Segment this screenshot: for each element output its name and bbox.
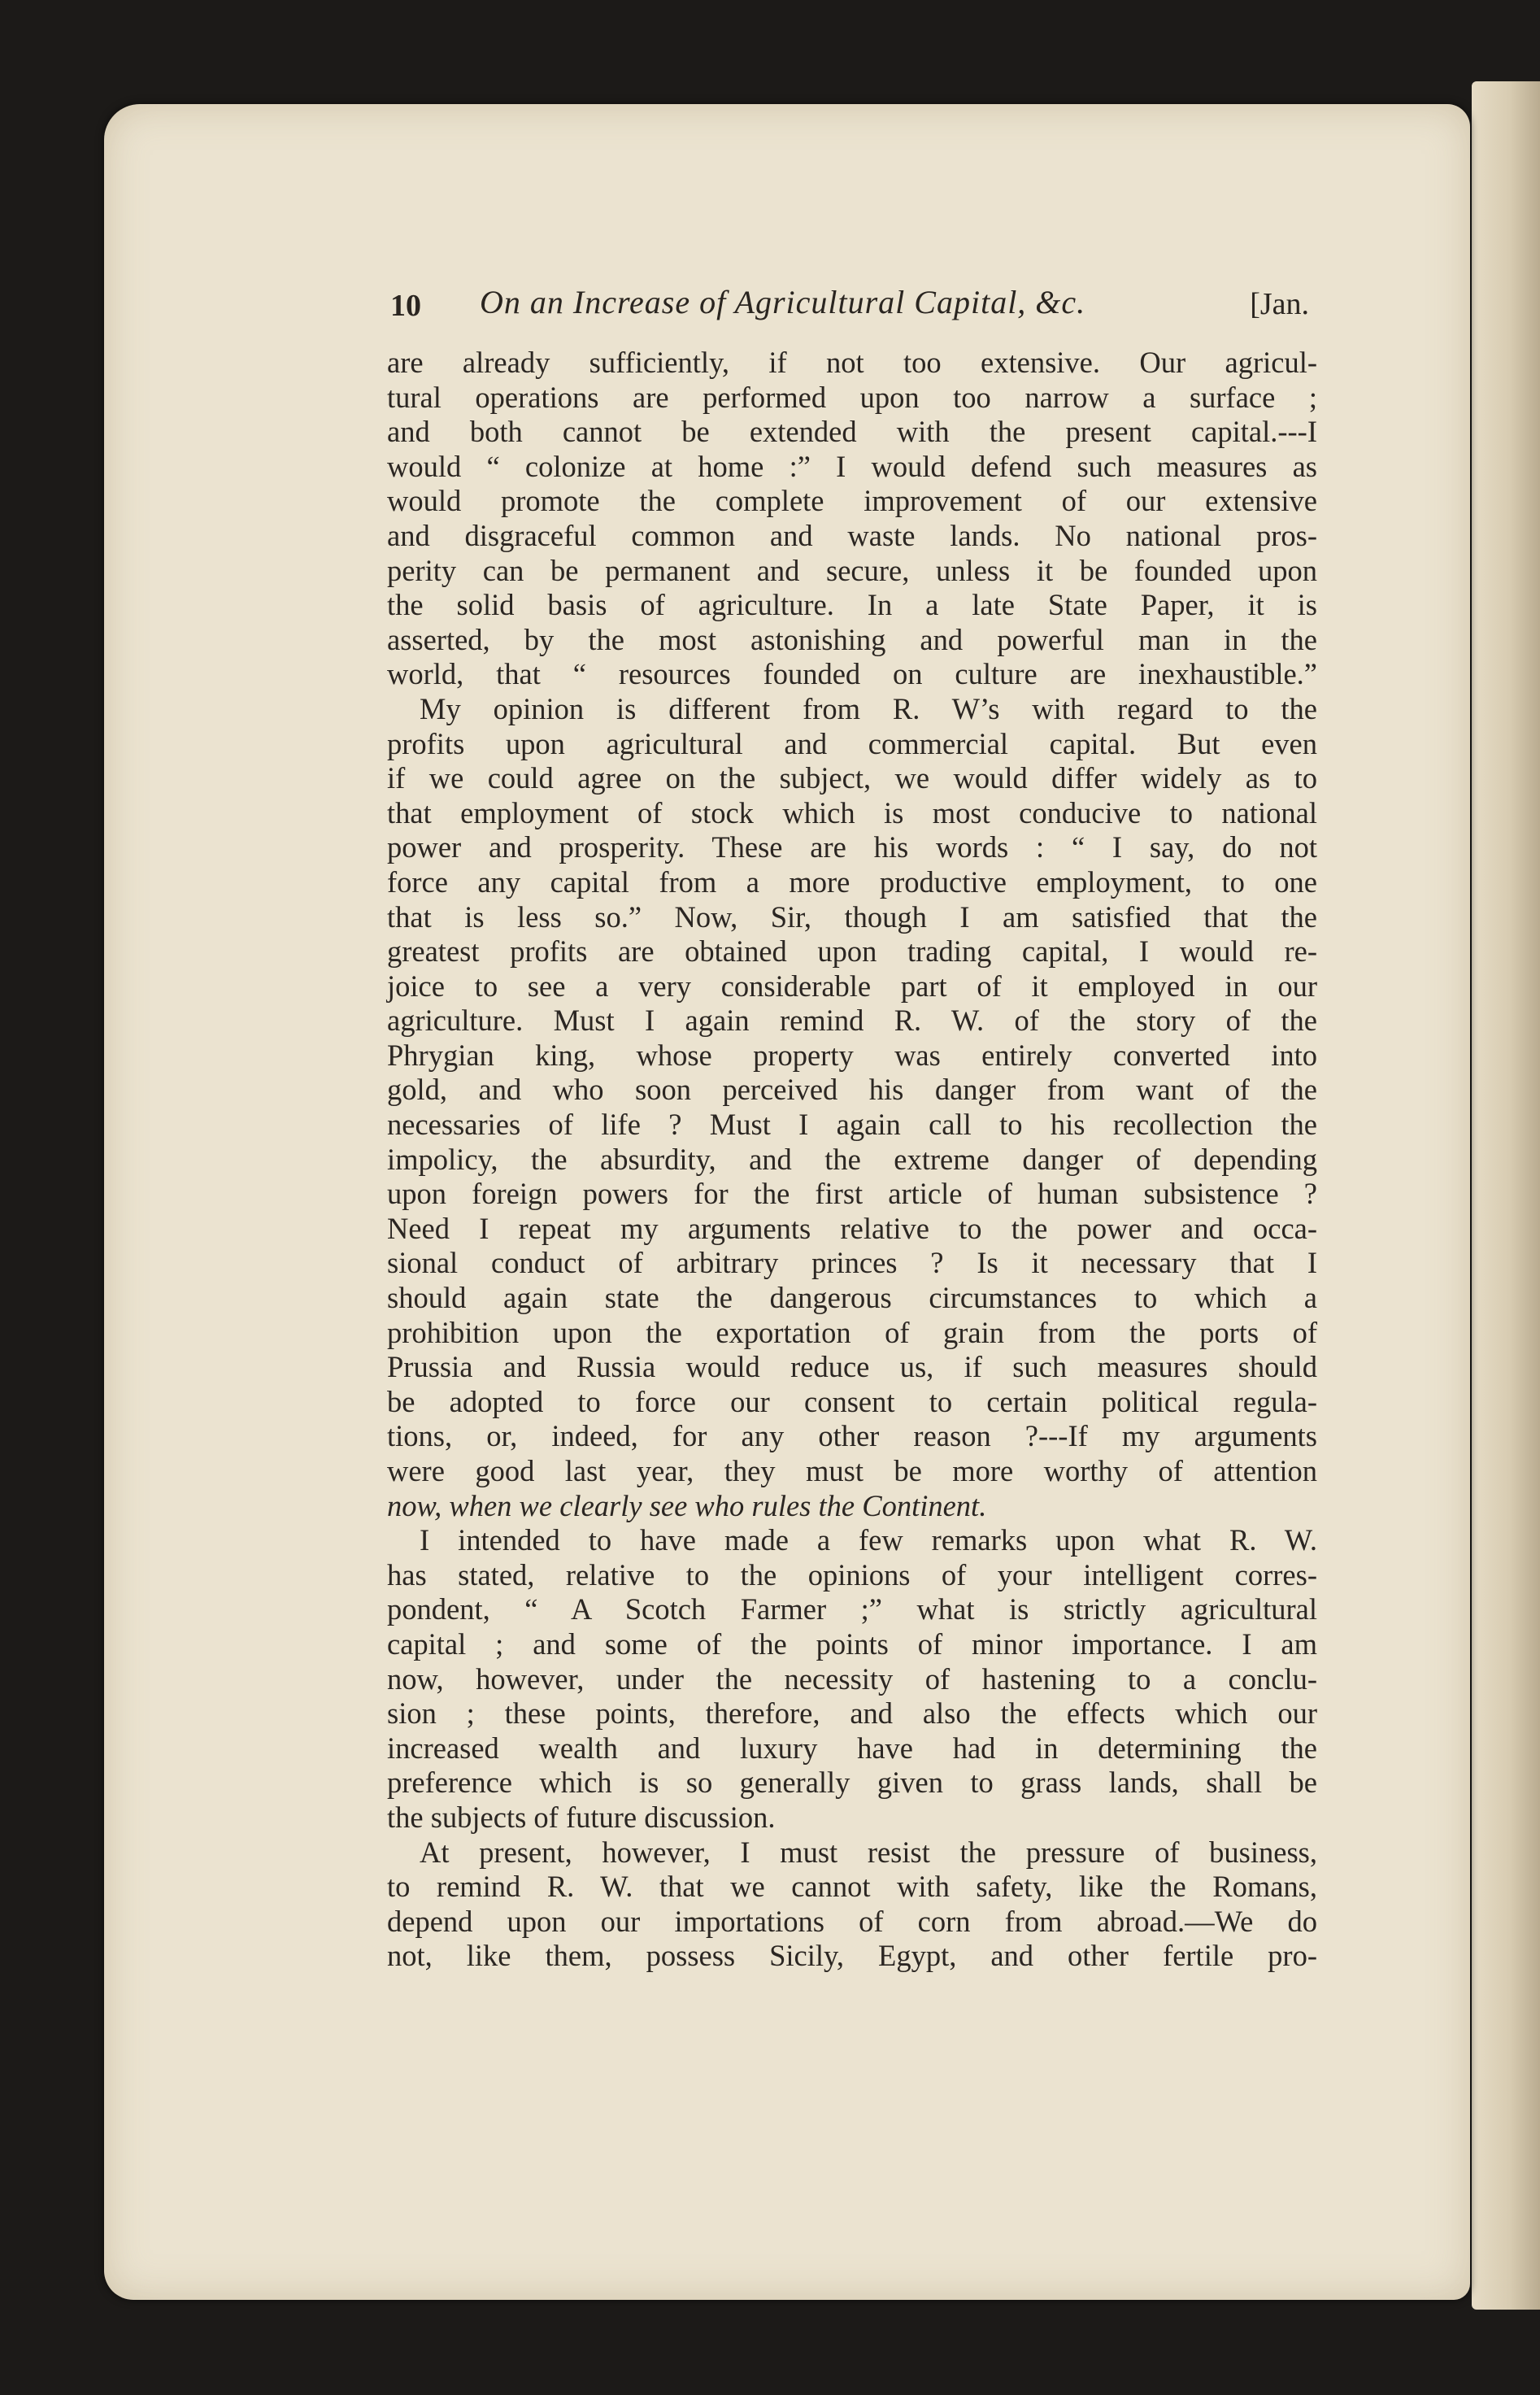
text-line: power and prosperity. These are his words : “ I say, do not: [387, 830, 1317, 864]
text-line: increased wealth and luxury have had in determining the: [387, 1731, 1317, 1765]
text-line: prohibition upon the exportation of grain from the ports of: [387, 1315, 1317, 1349]
header-month: [Jan.: [1250, 287, 1309, 321]
text-line: Prussia and Russia would reduce us, if such measures should: [387, 1350, 1317, 1384]
text-line: Need I repeat my arguments relative to the power and occa-: [387, 1211, 1317, 1245]
article-body: [387, 346, 1317, 1974]
text-line: now, however, under the necessity of hastening to a conclu-: [387, 1661, 1317, 1696]
text-line: should again state the dangerous circumstances to which a: [387, 1281, 1317, 1315]
text-line: impolicy, the absurdity, and the extreme danger of depending: [387, 1142, 1317, 1176]
text-line: the solid basis of agriculture. In a late State Paper, it is: [387, 588, 1317, 622]
text-line: world, that “ resources founded on culture are inexhaustible.”: [387, 657, 1317, 691]
text-line: My opinion is different from R. W’s with regard to the: [420, 691, 1317, 725]
text-line: necessaries of life ? Must I again call to his recollection the: [387, 1108, 1317, 1142]
text-line: capital ; and some of the points of minor importance. I am: [387, 1626, 1317, 1661]
text-line: pondent, “ A Scotch Farmer ;” what is strictly agricultural: [387, 1592, 1317, 1626]
text-line: and both cannot be extended with the present capital.---I: [387, 415, 1317, 449]
next-page-edge: [1472, 81, 1540, 2310]
text-line: and disgraceful common and waste lands. No national pros-: [387, 518, 1317, 552]
text-line: that is less so.” Now, Sir, though I am satisfied that the: [387, 899, 1317, 934]
text-line: sional conduct of arbitrary princes ? Is it necessary that I: [387, 1246, 1317, 1280]
text-line: if we could agree on the subject, we would differ widely as to: [387, 761, 1317, 795]
text-line: perity can be permanent and secure, unless it be founded upon: [387, 553, 1317, 587]
running-title: On an Increase of Agricultural Capital, &c.: [480, 284, 1086, 320]
text-line: force any capital from a more productive employment, to one: [387, 864, 1317, 899]
page-number: 10: [390, 289, 421, 323]
text-line: were good last year, they must be more worthy of attention: [387, 1454, 1317, 1487]
text-line: tural operations are performed upon too narrow a surface ;: [387, 380, 1317, 414]
text-line: to remind R. W. that we cannot with safety, like the Romans,: [387, 1870, 1317, 1904]
text-line: would “ colonize at home :” I would defend such measures as: [387, 449, 1317, 483]
text-line: are already sufficiently, if not too extensive. Our agricul-: [387, 346, 1317, 379]
text-line: tions, or, indeed, for any other reason ?---If my arguments: [387, 1419, 1317, 1453]
text-line: joice to see a very considerable part of it employed in our: [387, 969, 1317, 1003]
text-line: not, like them, possess Sicily, Egypt, and other fertile pro-: [387, 1939, 1317, 1973]
text-line: the subjects of future discussion.: [387, 1800, 776, 1834]
text-line: At present, however, I must resist the pressure of business,: [420, 1835, 1317, 1869]
text-line: now, when we clearly see who rules the Continent.: [387, 1488, 987, 1522]
text-line: agriculture. Must I again remind R. W. of the story of the: [387, 1004, 1317, 1038]
text-line: has stated, relative to the opinions of your intelligent corres-: [387, 1557, 1317, 1592]
text-line: that employment of stock which is most conducive to national: [387, 795, 1317, 830]
text-line: gold, and who soon perceived his danger from want of the: [387, 1073, 1317, 1107]
text-line: asserted, by the most astonishing and powerful man in the: [387, 622, 1317, 656]
text-line: depend upon our importations of corn from abroad.—We do: [387, 1904, 1317, 1938]
text-line: greatest profits are obtained upon trading capital, I would re-: [387, 934, 1317, 969]
text-line: I intended to have made a few remarks upon what R. W.: [420, 1523, 1317, 1557]
text-line: would promote the complete improvement of our extensive: [387, 484, 1317, 518]
text-line: upon foreign powers for the first article of human subsistence ?: [387, 1177, 1317, 1211]
text-line: Phrygian king, whose property was entirely converted into: [387, 1038, 1317, 1072]
text-line: sion ; these points, therefore, and also the effects which our: [387, 1696, 1317, 1731]
text-line: preference which is so generally given to grass lands, shall be: [387, 1766, 1317, 1800]
text-line: be adopted to force our consent to certain political regula-: [387, 1384, 1317, 1418]
page-header: [390, 283, 1309, 332]
text-line: profits upon agricultural and commercial capital. But even: [387, 726, 1317, 760]
